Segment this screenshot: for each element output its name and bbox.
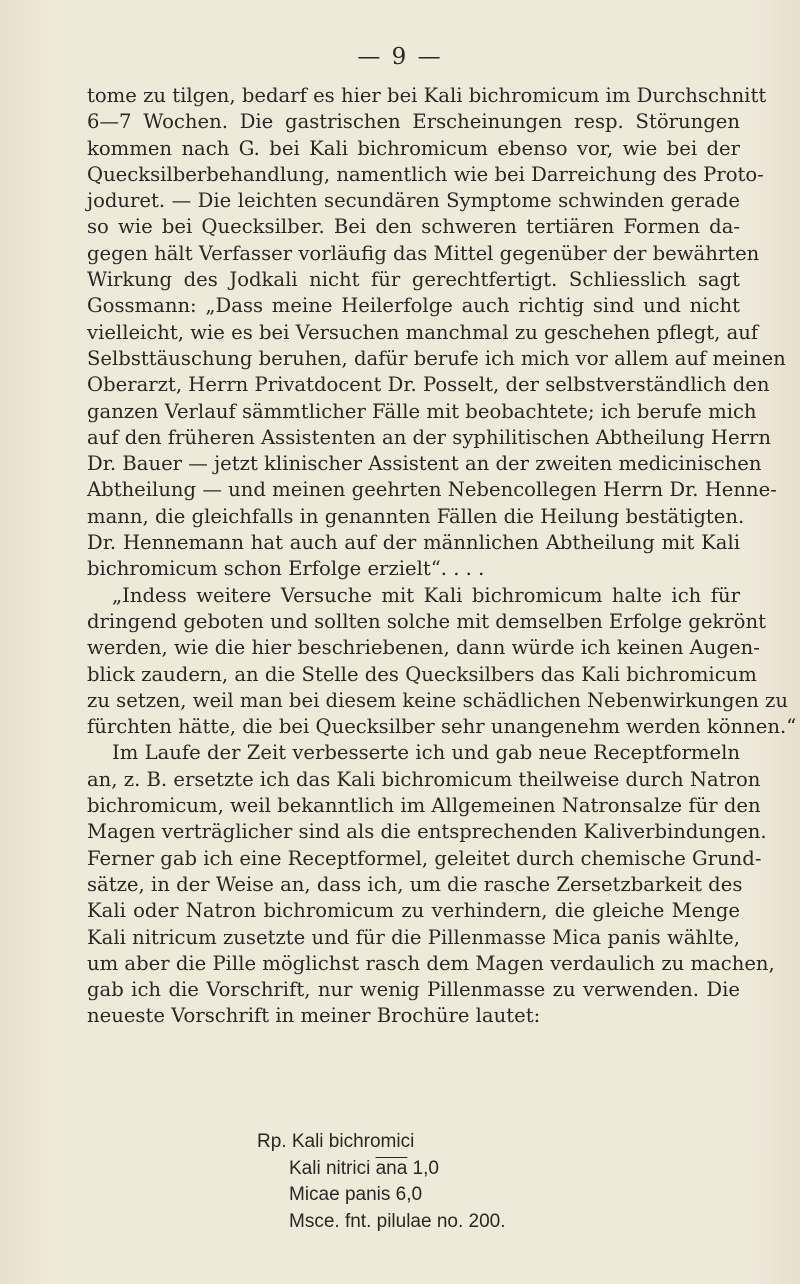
text-line: um aber die Pille möglichst rasch dem Magen verdaulich zu machen, bbox=[87, 951, 775, 975]
text-line: zu setzen, weil man bei diesem keine schädlichen Nebenwirkungen zu bbox=[87, 688, 788, 712]
text-line: neueste Vorschrift in meiner Brochüre lautet: bbox=[87, 1004, 541, 1028]
text-line: fürchten hätte, die bei Quecksilber sehr unangenehm werden können.“ bbox=[87, 715, 797, 739]
text-line: kommen nach G. bei Kali bichromicum ebenso vor, wie bei der bbox=[87, 136, 740, 160]
text-line: blick zaudern, an die Stelle des Quecksilbers das Kali bichromicum bbox=[87, 662, 757, 686]
text-line: ganzen Verlauf sämmtlicher Fälle mit beobachtete; ich berufe mich bbox=[87, 399, 757, 423]
prescription-dose: 1,0 bbox=[407, 1157, 439, 1179]
text-line: „Indess weitere Versuche mit Kali bichromicum halte ich für bbox=[112, 583, 740, 607]
text-line: dringend geboten und sollten solche mit demselben Erfolge gekrönt bbox=[87, 609, 766, 633]
prescription-line: Micae panis 6,0 bbox=[289, 1184, 423, 1205]
text-line: vielleicht, wie es bei Versuchen manchmal zu geschehen pflegt, auf bbox=[87, 320, 759, 344]
text-line: Kali nitricum zusetzte und für die Pillenmasse Mica panis wählte, bbox=[87, 925, 740, 949]
text-line: Kali oder Natron bichromicum zu verhindern, die gleiche Menge bbox=[87, 899, 740, 923]
text-line: Im Laufe der Zeit verbesserte ich und gab neue Receptformeln bbox=[112, 741, 740, 765]
text-line: so wie bei Quecksilber. Bei den schweren tertiären Formen da- bbox=[87, 215, 740, 239]
text-line: sätze, in der Weise an, dass ich, um die rasche Zersetzbarkeit des bbox=[87, 872, 743, 896]
text-line: auf den früheren Assistenten an der syphilitischen Abtheilung Herrn bbox=[87, 425, 771, 449]
prescription-ingredient: Kali nitrici bbox=[289, 1157, 376, 1179]
text-line: Quecksilberbehandlung, namentlich wie bei Darreichung des Proto- bbox=[87, 162, 764, 186]
text-line: bichromicum, weil bekanntlich im Allgemeinen Natronsalze für den bbox=[87, 794, 761, 818]
body-text bbox=[87, 83, 797, 1030]
text-line: werden, wie die hier beschriebenen, dann würde ich keinen Augen- bbox=[87, 636, 760, 660]
prescription-line: Rp. Kali bichromici bbox=[257, 1131, 415, 1152]
text-line: Oberarzt, Herrn Privatdocent Dr. Posselt, der selbstverständlich den bbox=[87, 373, 770, 397]
text-line: Ferner gab ich eine Receptformel, geleitet durch chemische Grund- bbox=[87, 846, 762, 870]
text-line: Gossmann: „Dass meine Heilerfolge auch richtig sind und nicht bbox=[87, 294, 740, 318]
text-line: gab ich die Vorschrift, nur wenig Pillenmasse zu verwenden. Die bbox=[87, 978, 740, 1002]
text-line: joduret. — Die leichten secundären Symptome schwinden gerade bbox=[87, 189, 740, 213]
text-line: an, z. B. ersetzte ich das Kali bichromicum theilweise durch Natron bbox=[87, 767, 761, 791]
text-line: Selbsttäuschung beruhen, dafür berufe ich mich vor allem auf meinen bbox=[87, 346, 786, 370]
text-line: Magen verträglicher sind als die entsprechenden Kaliverbindungen. bbox=[87, 820, 767, 844]
prescription-line bbox=[0, 1156, 800, 1183]
text-line: mann, die gleichfalls in genannten Fällen die Heilung bestätigten. bbox=[87, 504, 745, 528]
page-number: — 9 — bbox=[357, 44, 443, 70]
text-line: 6—7 Wochen. Die gastrischen Erscheinungen resp. Störungen bbox=[87, 110, 740, 134]
text-line: Dr. Hennemann hat auch auf der männlichen Abtheilung mit Kali bbox=[87, 531, 740, 555]
text-line: bichromicum schon Erfolge erzielt“. . . . bbox=[87, 557, 485, 581]
text-line: Dr. Bauer — jetzt klinischer Assistent an der zweiten medicinischen bbox=[87, 452, 762, 476]
text-line: Abtheilung — und meinen geehrten Nebencollegen Herrn Dr. Henne- bbox=[87, 478, 777, 502]
text-line: Wirkung des Jodkali nicht für gerechtfertigt. Schliesslich sagt bbox=[87, 268, 740, 292]
prescription-line: Msce. fnt. pilulae no. 200. bbox=[289, 1210, 506, 1232]
prescription-ana: $\overline{ana}$ bbox=[375, 1157, 408, 1179]
prescription bbox=[0, 1129, 800, 1235]
text-line: gegen hält Verfasser vorläufig das Mittel gegenüber der bewährten bbox=[87, 241, 760, 265]
text-line: tome zu tilgen, bedarf es hier bei Kali bichromicum im Durchschnitt bbox=[87, 84, 767, 107]
